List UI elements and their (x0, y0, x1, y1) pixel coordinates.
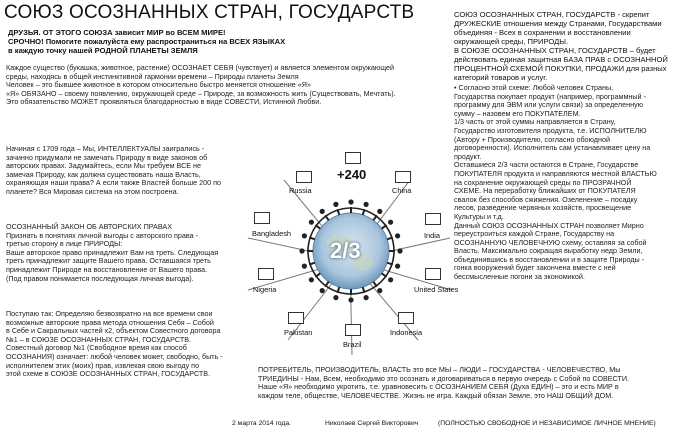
person-head (302, 264, 307, 269)
checkbox-china (395, 171, 411, 183)
checkbox-india (425, 213, 441, 225)
left-block-law: ОСОЗНАННЫЙ ЗАКОН ОБ АВТОРСКИХ ПРАВАХ Признать в понятиях личной выгоды с авторского права - третью сторону в лице ПРИРОДЫ: Ваше авторское право принадлежит Вам на треть. Следующая треть принадлежит защите Вашего права. Оставшаяся треть принадлежит Природе на восстановление от Вашего права. (Под правом понимается последующая личная выгода). (6, 222, 219, 283)
top-count: +240 (337, 167, 367, 182)
checkbox-top (345, 152, 361, 164)
intro-paragraph: Каждое существо (букашка, животное, растение) ОСОЗНАЕТ СЕБЯ (чувствует) и является элементом окружающей среды, находясь в общей инстинктивной гармонии времени – Природы планеты Земля Человек – это бывшее животное в котором относительно быстро меняется отношение «Я» «Я» ОБЯЗАНО – своему появлению, окружающей среде – Природе, за возможность жить (Существовать, Мечтать). Это обязательство МОЖЕТ проявляться благодарностью в виде СОВЕСТИ, Истинной Любви. (6, 63, 396, 107)
person-head (333, 295, 338, 300)
banner-text: ДРУЗЬЯ. ОТ ЭТОГО СОЮЗА зависит МИР во ВСЕМ МИРЕ! СРОЧНО! Помогите пожалуйста ему распространиться на ВСЕХ ЯЗЫКАХ в каждую точку нашей РОДНОЙ ПЛАНЕТЫ ЗЕМЛЯ (8, 28, 286, 55)
country-india: India (424, 231, 441, 240)
country-nigeria: Nigeria (253, 285, 277, 294)
person-head (364, 202, 369, 207)
country-brazil: Brazil (343, 340, 362, 349)
person-head (377, 209, 382, 214)
person-head (388, 277, 393, 282)
bottom-paragraph: ПОТРЕБИТЕЛЬ, ПРОИЗВОДИТЕЛЬ, ВЛАСТЬ это все МЫ – ЛЮДИ – ГОСУДАРСТВА - ЧЕЛОВЕЧЕСТВО, Мы ТРИЕДИНЫ - Нам, Всем, необходимо это осознать и договариваться в первую очередь с Собой по СОВЕСТИ. Наше «Я» необходимо укротить, т.е. уравновесить с ОСОЗНАНИЕМ СЕБЯ (Духа ЕДИН) – это и есть МИР в каждом теле, обществе, ЧЕЛОВЕЧЕСТВЕ. Жизнь не игра. Каждый обязан Земле, это НАШ ОБЩИЙ ДОМ. (258, 365, 630, 400)
person-head (309, 220, 314, 225)
checkbox-nigeria (258, 268, 274, 280)
checkbox-pakistan (288, 312, 304, 324)
checkbox-indonesia (398, 312, 414, 324)
left-block-action: Поступаю так: Определяю безвозвратно на все времени свои возможные авторские права метода отношения Себя – Собой в Себе и Сакральных частей х2, объектом Совестного договора №1 – в СОЮЗЕ ОСОЗНАННЫХ СТРАН, ГОСУДАРСТВ. Совестный договор №1 (Свободное время как способ ОСОЗНАНИЯ) означает: любой человек может, свободно, быть - исполнителем этих (моих) прав, извлекая свою выгоду по этой схеме в СОЮЗЕ ОСОЗНАННЫХ СТРАН, ГОСУДАРСТВ. (6, 309, 223, 379)
person-head (395, 264, 400, 269)
person-head (320, 209, 325, 214)
person-head (364, 295, 369, 300)
person-head (348, 297, 353, 302)
person-head (299, 248, 304, 253)
country-russia: Russia (289, 186, 312, 195)
country-china: China (392, 186, 412, 195)
person-head (302, 233, 307, 238)
person-head (377, 288, 382, 293)
person-head (309, 277, 314, 282)
footer-date: 2 марта 2014 года. (232, 420, 292, 427)
checkbox-brazil (345, 324, 361, 336)
checkbox-bangladesh (254, 212, 270, 224)
left-block-history: Начиная с 1709 года – Мы, ИНТЕЛЛЕКТУАЛЫ заигрались - зачинно придумали не замечать Природу в виде законов об авторских правах. Задумайтесь, если Мы требуем ВСЕ не замечая Природу, как должна существовать наша Власть, охраняющая наши права? А если также Властей больше 200 по планете? Вся Мировая система на этом построена. (6, 144, 221, 196)
person-head (388, 220, 393, 225)
person-head (320, 288, 325, 293)
person-head (348, 199, 353, 204)
person-head (333, 202, 338, 207)
center-ratio: 2/3 (330, 238, 361, 263)
country-pakistan: Pakistan (284, 328, 313, 337)
footer-author: Николаев Сергей Викторович (325, 420, 419, 427)
right-head: СОЮЗ ОСОЗНАННЫХ СТРАН, ГОСУДАРСТВ - скрепит ДРУЖЕСКИЕ отношения между Странами, Государствами объединяя - Всех в сохранении и восстановлении окружающей среды, ПРИРОДЫ. В СОЮЗЕ ОСОЗНАННЫХ СТРАН, ГОСУДАРСТВ – будет действовать единая защитная БАЗА ПРАВ с ОСОЗНАННОЙ ПРОЦЕНТНОЙ СХЕМОЙ ПОКУПКИ, ПРОДАЖИ для разных категорий товаров и услуг. (454, 10, 668, 82)
country-indonesia: Indonesia (390, 328, 423, 337)
checkbox-us (425, 268, 441, 280)
page-title: СОЮЗ ОСОЗНАННЫХ СТРАН, ГОСУДАРСТВ (4, 2, 415, 23)
country-bangladesh: Bangladesh (252, 229, 292, 238)
right-body: • Согласно этой схеме: Любой человек Страны, Государства покупает продукт (например, программный - программу для ЭВМ или услуги связи) за определенную сумму – назовем его ПОКУПАТЕЛЕМ. 1/3 часть от этой суммы направляется в Страну, Государство изготовителя продукта, т.е. ИСПОЛНИТЕЛЮ (Автору + Производителю, согласно обоюдной договоренности). Исполнитель сам устанавливает цену на продукт. Оставшиеся 2/3 части остаются в Стране, Государстве ПОКУПАТЕЛЯ продукта и направляются местной ВЛАСТЬЮ на сохранение окружающей среды по ПРОЗРАЧНОЙ СХЕМЕ. На переработку ближайших от ПОКУПАТЕЛЯ свалок без способов сжижения. Озеленение – посадку лесов, разведение червяных хозяйств, просвещение Культуры и т.д. Данный СОЮЗ ОСОЗНАННЫХ СТРАН позволяет Мирно переустроиться каждой Стране, Государству на ОСОЗНАННУЮ ЧЕЛОВЕЧНУЮ схему, оставляя за собой Власть. Максимально сокращая выработку недр Земли, объединившись в восстановлении и в защите Природы - гонка вооружений будет закончена вместе с ней бессмысленные погони за экономикой. (454, 83, 657, 282)
footer-note: (ПОЛНОСТЬЮ СВОБОДНОЕ И НЕЗАВИСИМОЕ ЛИЧНОЕ МНЕНИЕ) (438, 420, 656, 427)
checkbox-russia (296, 171, 312, 183)
country-united-states: United States (414, 285, 459, 294)
person-head (397, 248, 402, 253)
person-head (395, 233, 400, 238)
